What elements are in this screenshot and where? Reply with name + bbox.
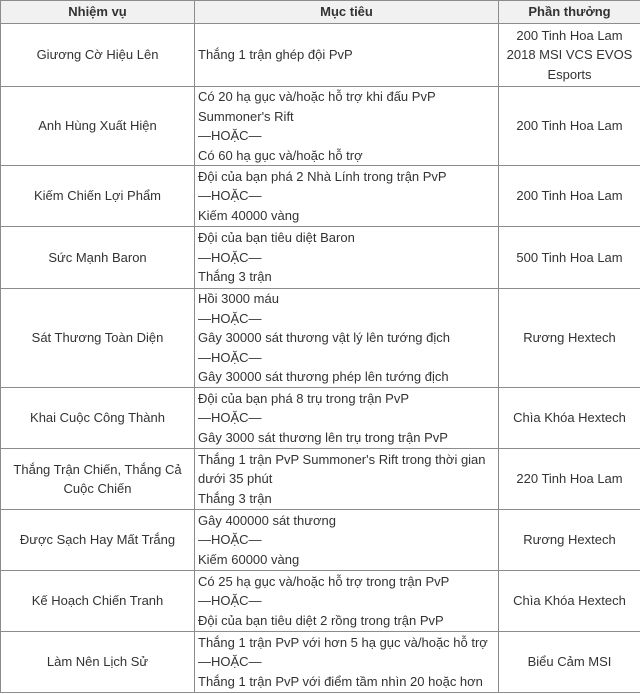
goal-line: Thắng 1 trận PvP Summoner's Rift trong thời gian <box>198 451 486 467</box>
header-reward: Phần thưởng <box>499 1 640 24</box>
goal-line: Có 20 hạ gục và/hoặc hỗ trợ khi đấu PvP <box>198 89 436 104</box>
goal-line: —HOẶC— <box>198 128 262 143</box>
task-reward: Biểu Cảm MSI <box>499 632 640 693</box>
goal-line: Đội của bạn phá 2 Nhà Lính trong trận PvP <box>198 168 447 184</box>
goal-line: dưới 35 phút <box>198 471 273 487</box>
goal-line: Đội của bạn phá 8 trụ trong trận PvP <box>198 390 410 406</box>
goal-line: Thắng 1 trận PvP với điểm tầm nhìn 20 hoặc hơn <box>198 673 483 689</box>
goal-line: Đội của bạn tiêu diệt Baron <box>198 230 355 246</box>
goal-line: Thắng 1 trận PvP với hơn 5 hạ gục và/hoặc hỗ trợ <box>198 634 488 650</box>
task-reward: 200 Tinh Hoa Lam 2018 MSI VCS EVOS Esports <box>499 24 640 87</box>
table-row <box>1 632 640 693</box>
goal-line: Có 60 hạ gục và/hoặc hỗ trợ <box>198 147 363 163</box>
table-row <box>1 449 640 510</box>
task-goal <box>195 24 499 87</box>
goal-line: —HOẶC— <box>198 410 262 426</box>
task-goal <box>195 571 499 632</box>
table-row <box>1 510 640 571</box>
task-name: Giương Cờ Hiệu Lên <box>1 24 195 87</box>
task-goal <box>195 227 499 289</box>
goal-line: Gây 30000 sát thương vật lý lên tướng địch <box>198 330 450 346</box>
task-goal <box>195 632 499 693</box>
goal-line: Gây 400000 sát thương <box>198 512 336 528</box>
goal-line: —HOẶC— <box>198 532 262 548</box>
goal-line: Thắng 3 trận <box>198 269 272 285</box>
table-row <box>1 166 640 227</box>
goal-line: Hồi 3000 máu <box>198 291 279 307</box>
task-name: Khai Cuộc Công Thành <box>1 388 195 449</box>
task-reward: 200 Tinh Hoa Lam <box>499 166 640 227</box>
goal-line: Đội của bạn tiêu diệt 2 rồng trong trận PvP <box>198 612 444 628</box>
goal-line: —HOẶC— <box>198 188 262 204</box>
task-name: Được Sạch Hay Mất Trắng <box>1 510 195 571</box>
header-task: Nhiệm vụ <box>1 1 195 24</box>
goal-line: Có 25 hạ gục và/hoặc hỗ trợ trong trận PvP <box>198 573 450 589</box>
goal-line: —HOẶC— <box>198 249 262 265</box>
task-reward: Chìa Khóa Hextech <box>499 571 640 632</box>
goal-line: Kiếm 60000 vàng <box>198 551 300 567</box>
goal-line: Kiếm 40000 vàng <box>198 207 300 223</box>
task-name: Kế Hoạch Chiến Tranh <box>1 571 195 632</box>
table-row <box>1 571 640 632</box>
table-row <box>1 87 640 166</box>
goal-line: —HOẶC— <box>198 593 262 609</box>
goal-line: Thắng 1 trận ghép đội PvP <box>198 47 353 63</box>
table-row <box>1 24 640 87</box>
goal-line: —HOẶC— <box>198 654 262 670</box>
goal-line: Summoner's Rift <box>198 108 294 124</box>
task-name: Kiếm Chiến Lợi Phẩm <box>1 166 195 227</box>
task-reward: Rương Hextech <box>499 289 640 388</box>
header-goal: Mục tiêu <box>195 1 499 24</box>
task-reward: Rương Hextech <box>499 510 640 571</box>
table-row <box>1 227 640 289</box>
task-reward: 200 Tinh Hoa Lam <box>499 87 640 166</box>
task-goal <box>195 166 499 227</box>
task-goal <box>195 449 499 510</box>
task-goal <box>195 388 499 449</box>
task-reward: 500 Tinh Hoa Lam <box>499 227 640 289</box>
goal-line: Gây 30000 sát thương phép lên tướng địch <box>198 369 449 385</box>
task-name: Thắng Trận Chiến, Thắng Cả Cuộc Chiến <box>1 449 195 510</box>
header-row <box>1 1 640 24</box>
task-goal <box>195 87 499 166</box>
task-name: Sức Mạnh Baron <box>1 227 195 289</box>
goal-line: Thắng 3 trận <box>198 490 272 506</box>
task-reward: 220 Tinh Hoa Lam <box>499 449 640 510</box>
goal-line: —HOẶC— <box>198 349 262 365</box>
table-row <box>1 289 640 388</box>
task-name: Làm Nên Lịch Sử <box>1 632 195 693</box>
table-row <box>1 388 640 449</box>
task-name: Sát Thương Toàn Diện <box>1 289 195 388</box>
goal-line: Gây 3000 sát thương lên trụ trong trận PvP <box>198 429 448 445</box>
task-goal <box>195 510 499 571</box>
task-reward: Chìa Khóa Hextech <box>499 388 640 449</box>
goal-line: —HOẶC— <box>198 310 262 326</box>
task-goal <box>195 289 499 388</box>
task-name: Anh Hùng Xuất Hiện <box>1 87 195 166</box>
